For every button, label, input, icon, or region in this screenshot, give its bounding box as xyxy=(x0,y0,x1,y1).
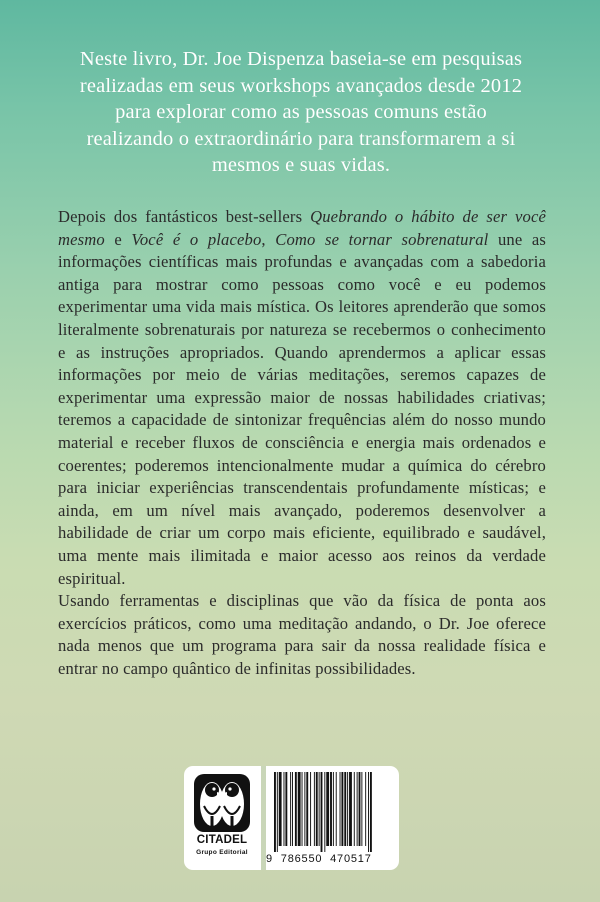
publisher-barcode-panel xyxy=(184,766,399,870)
barcode-bar xyxy=(295,772,297,846)
barcode-bar xyxy=(333,772,334,846)
barcode-bar xyxy=(306,772,308,846)
barcode-bar xyxy=(359,772,361,846)
barcode-bar xyxy=(340,772,341,846)
book-title-1: Quebrando o hábito de ser você mesmo xyxy=(58,207,546,249)
barcode-image xyxy=(272,772,392,852)
barcode-bar xyxy=(298,772,301,846)
p1-intro: Depois dos fantásticos best-sellers xyxy=(58,207,311,226)
p1-comma: , xyxy=(261,229,276,249)
barcode-bar xyxy=(344,772,346,846)
barcode-bar xyxy=(365,772,366,846)
barcode-bar xyxy=(349,772,352,846)
barcode-bar xyxy=(310,772,311,846)
barcode-bar xyxy=(277,772,278,852)
isbn-number: 9 786550 470517 xyxy=(266,853,372,865)
barcode-bar xyxy=(370,772,372,852)
barcode-bar xyxy=(341,772,343,846)
book-title-2: Você é o placebo xyxy=(131,229,262,249)
barcode-bar xyxy=(279,772,282,846)
barcode-bar xyxy=(316,772,318,846)
barcode-bar xyxy=(292,772,293,846)
book-title-3: Como se tornar sobrenatural xyxy=(275,229,489,249)
description-paragraph-2: Usando ferramentas e disciplinas que vão da física de ponta aos exercícios práticos, como uma meditação andando, o Dr. Joe oferece nada menos que um programa para sair da nossa realidade física e entrar no campo quântico de infinitas possibilidades. xyxy=(58,591,546,678)
barcode-bar xyxy=(314,772,315,846)
p1-and: e xyxy=(104,229,132,249)
barcode-bar xyxy=(321,772,323,852)
barcode-bar xyxy=(336,772,337,846)
publisher-logo xyxy=(184,766,260,870)
barcode-bar xyxy=(285,772,287,846)
barcode-bar xyxy=(347,772,348,846)
publisher-name: CITADEL xyxy=(196,834,248,846)
barcode-bar xyxy=(368,772,369,852)
p1-main: une as informações científicas mais profundas e avançadas com a sabedoria antiga para mostrar como pessoas como você e eu podemos experimentar uma vida mais mística. Os leitores aprenderão que somos literalmente sobrenaturais por natureza se recebermos o conhecimento e as instruções apropriados. Quando aprendermos a aplicar essas informações por meio de várias meditações, seremos capazes de experimentar uma expressão maior de nossas habilidades criativas; teremos a capacidade de sintonizar frequências além do nosso mundo material e receber fluxos de consciência e energia mais ordenados e coerentes; poderemos intencionalmente mudar a química do cérebro para iniciar experiências transcendentais profundamente místicas; e ainda, em um nível mais avançado, poderemos desenvolver a habilidade de criar um corpo mais eficiente, equilibrado e saudável, uma mente mais ilimitada e maior acesso aos reinos da verdade espiritual. xyxy=(58,229,546,588)
barcode-bar xyxy=(330,772,332,846)
barcode-bar xyxy=(290,772,291,846)
barcode-bar xyxy=(326,772,329,846)
barcode-bar xyxy=(357,772,358,846)
barcode-bar xyxy=(354,772,355,846)
barcode-bar xyxy=(324,772,325,852)
barcode-bar xyxy=(274,772,276,852)
barcode-bar xyxy=(319,772,320,846)
publisher-subtitle: Grupo Editorial xyxy=(196,849,248,856)
barcode-bar xyxy=(284,772,285,846)
barcode-bar xyxy=(304,772,305,846)
description-text xyxy=(58,206,546,680)
barcode-bar xyxy=(361,772,362,846)
barcode-bar xyxy=(302,772,303,846)
lead-paragraph: Neste livro, Dr. Joe Dispenza baseia-se em pesquisas realizadas em seus workshops avançados desde 2012 para explorar como as pessoas comuns estão realizando o extraordinário para transformarem a si mesmos e suas vidas. xyxy=(79,48,523,176)
description-paragraph-1 xyxy=(58,206,546,590)
penguins-logo-icon xyxy=(192,772,252,834)
